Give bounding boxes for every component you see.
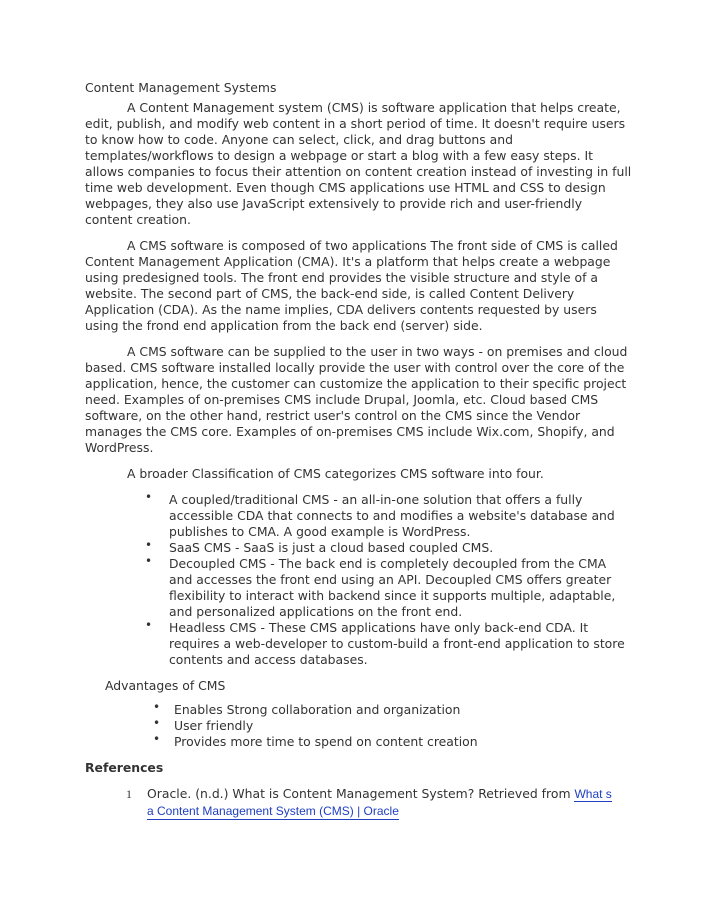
reference-text: Oracle. (n.d.) What is Content Management System? Retrieved from [147, 786, 571, 801]
document-page [85, 80, 633, 820]
reference-line [147, 786, 633, 820]
list-item [145, 554, 633, 620]
paragraph-intro: A Content Management system (CMS) is software application that helps create, edit, publish, and modify web content in a short period of time. It doesn't require users to know how to code. Anyone can select, click, and drag buttons and templates/workflows to design a webpage or start a blog with a few easy steps. It allows companies to focus their attention on content creation instead of investing in full time web development. Even though CMS applications use HTML and CSS to design webpages, they also use JavaScript extensively to provide rich and user-friendly content creation. [85, 100, 632, 227]
paragraph-deployment: A CMS software can be supplied to the user in two ways - on premises and cloud based. CMS software installed locally provide the user with control over the core of the application, hence, the customer can customize the application to their specific project need. Examples of on-premises CMS include Drupal, Joomla, etc. Cloud based CMS software, on the other hand, restrict user's control on the CMS since the Vendor manages the CMS core. Examples of on-premises CMS include Wix.com, Shopify, and WordPress. [85, 344, 628, 455]
list-item-text: A coupled/traditional CMS - an all-in-one solution that offers a fully accessible CDA that connects to and modifies a website's database and publishes to CMA. A good example is WordPress. [169, 492, 615, 539]
reference-link-start[interactable]: What s [574, 787, 612, 801]
list-item-text: Headless CMS - These CMS applications have only back-end CDA. It requires a web-developer to custom-build a front-end application to store contents and access databases. [169, 620, 625, 667]
list-item [153, 716, 633, 734]
bullet-icon: • [145, 618, 153, 632]
list-item-text: Provides more time to spend on content creation [174, 734, 478, 749]
list-item [145, 538, 633, 556]
bullet-icon: • [153, 732, 161, 746]
list-item [153, 732, 633, 750]
reference-number: 1 [126, 787, 132, 801]
references-heading: References [85, 760, 164, 775]
bullet-icon: • [145, 554, 153, 568]
list-item-text: User friendly [174, 718, 254, 733]
list-item-text: Enables Strong collaboration and organization [174, 702, 461, 717]
document-title: Content Management Systems [85, 80, 277, 95]
list-item [145, 618, 633, 668]
advantages-heading: Advantages of CMS [105, 678, 226, 693]
reference-entry [85, 786, 633, 820]
list-item-text: Decoupled CMS - The back end is completely decoupled from the CMA and accesses the front end using an API. Decoupled CMS offers greater flexibility to interact with backend since it supports multiple, adaptable, and personalized applications on the front end. [169, 556, 616, 619]
advantages-list [85, 702, 633, 750]
list-item-text: SaaS CMS - SaaS is just a cloud based coupled CMS. [169, 540, 494, 555]
reference-link[interactable]: a Content Management System (CMS) | Oracle [147, 804, 399, 818]
classification-list [85, 492, 633, 668]
bullet-icon: • [153, 716, 161, 730]
bullet-icon: • [153, 700, 161, 714]
list-item [145, 490, 633, 540]
list-item [153, 700, 633, 718]
classification-intro: A broader Classification of CMS categorizes CMS software into four. [127, 466, 544, 481]
bullet-icon: • [145, 490, 153, 504]
bullet-icon: • [145, 538, 153, 552]
paragraph-architecture: A CMS software is composed of two applications The front side of CMS is called Content Management Application (CMA). It's a platform that helps create a webpage using predesigned tools. The front end provides the visible structure and style of a website. The second part of CMS, the back-end side, is called Content Delivery Application (CDA). As the name implies, CDA delivers contents requested by users using the frond end application from the back end (server) side. [85, 238, 618, 333]
